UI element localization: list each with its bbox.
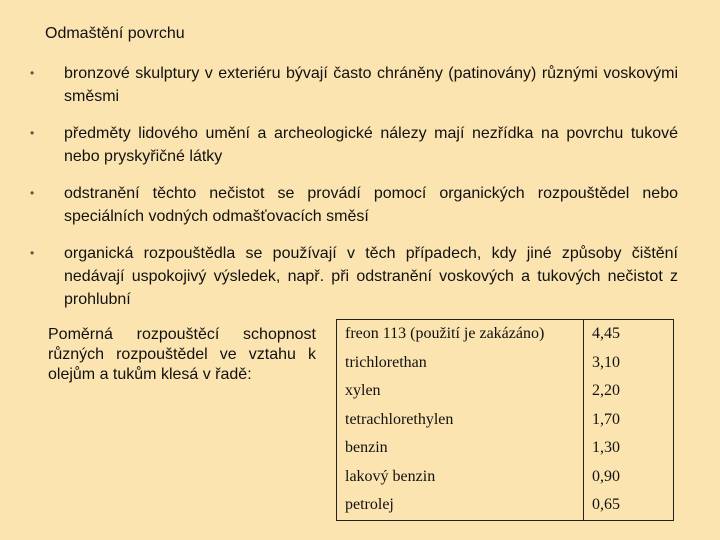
bullet-item	[26, 62, 678, 108]
bullet-text: předměty lidového umění a archeologické nálezy mají nezřídka na povrchu tukové nebo pryskyřičné látky	[64, 125, 678, 165]
bullet-item	[26, 122, 678, 168]
solvent-name: trichlorethan	[337, 349, 584, 378]
bullet-text: organická rozpouštědla se používají v těch případech, kdy jiné způsoby čištění nedávají uspokojivý výsledek, např. při odstranění voskových a tukových nečistot z prohlubní	[64, 245, 678, 308]
bullet-dot-icon: •	[30, 66, 35, 80]
solvent-name: xylen	[337, 377, 584, 406]
table-row	[337, 320, 674, 349]
solvent-name: lakový benzin	[337, 463, 584, 492]
bullet-item	[26, 182, 678, 228]
bullet-text: bronzové skulptury v exteriéru bývají často chráněny (patinovány) různými voskovými směsmi	[64, 65, 678, 105]
solvent-value: 0,90	[584, 463, 674, 492]
solvent-value: 4,45	[584, 320, 674, 349]
solvent-value: 1,30	[584, 434, 674, 463]
bullet-dot-icon: •	[30, 126, 35, 140]
solvency-note: Poměrná rozpouštěcí schopnost různých rozpouštědel ve vztahu k olejům a tukům klesá v řadě:	[48, 326, 316, 383]
bullet-item	[26, 242, 678, 311]
table-row	[337, 434, 674, 463]
table-row	[337, 491, 674, 520]
solvent-name: tetrachlorethylen	[337, 406, 584, 435]
solvent-table	[336, 319, 674, 521]
table-row	[337, 349, 674, 378]
solvent-value: 2,20	[584, 377, 674, 406]
solvent-name: freon 113 (použití je zakázáno)	[337, 320, 584, 349]
solvent-name: benzin	[337, 434, 584, 463]
table-row	[337, 406, 674, 435]
table-row	[337, 377, 674, 406]
solvent-value: 1,70	[584, 406, 674, 435]
solvent-value: 3,10	[584, 349, 674, 378]
solvent-value: 0,65	[584, 491, 674, 520]
bullet-list	[26, 62, 678, 325]
table-row	[337, 463, 674, 492]
solvent-name: petrolej	[337, 491, 584, 520]
bullet-text: odstranění těchto nečistot se provádí pomocí organických rozpouštědel nebo speciálních vodných odmašťovacích směsí	[64, 185, 678, 225]
bullet-dot-icon: •	[30, 246, 35, 260]
bullet-dot-icon: •	[30, 186, 35, 200]
slide-title: Odmaštění povrchu	[45, 25, 185, 42]
